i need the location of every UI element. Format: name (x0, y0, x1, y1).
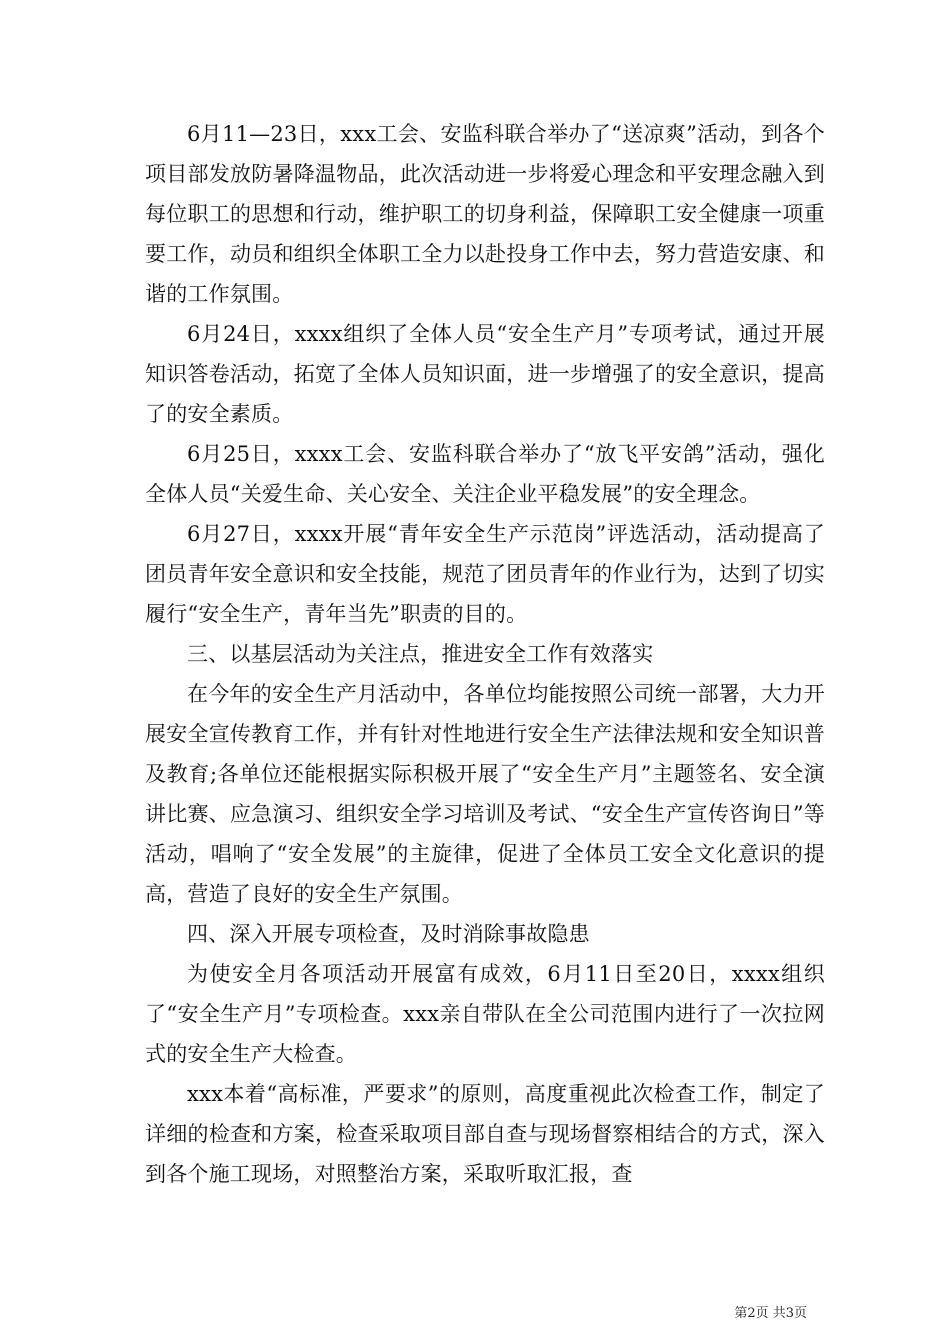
paragraph-exam: 6月24日，xxxx组织了全体人员“安全生产月”专项考试，通过开展知识答卷活动，拓宽了全体人员知识面，进一步增强了的安全意识，提高了的安全素质。 (145, 322, 825, 426)
document-body (145, 114, 825, 1194)
paragraph-special-inspection: 为使安全月各项活动开展富有成效，6月11日至20日，xxxx组织了“安全生产月”专项检查。xxx亲自带队在全公司范围内进行了一次拉网式的安全生产大检查。 (145, 962, 825, 1066)
paragraph-inspection-principle: xxx本着“高标准，严要求”的原则，高度重视此次检查工作，制定了详细的检查和方案，检查采取项目部自查与现场督察相结合的方式，深入到各个施工现场，对照整治方案，采取听取汇报，查 (145, 1082, 825, 1186)
section-heading-3: 三、以基层活动为关注点，推进安全工作有效落实 (187, 642, 654, 666)
paragraph-songliangshuang: 6月11—23日，xxx工会、安监科联合举办了“送凉爽”活动，到各个项目部发放防暑降温物品，此次活动进一步将爱心理念和平安理念融入到每位职工的思想和行动，维护职工的切身利益，保障职工安全健康一项重要工作，动员和组织全体职工全力以赴投身工作中去，努力营造安康、和谐的工作氛围。 (145, 122, 825, 306)
page-number: 第2页 共3页 (734, 1306, 807, 1321)
paragraph-grassroots-activities: 在今年的安全生产月活动中，各单位均能按照公司统一部署，大力开展安全宣传教育工作，并有针对性地进行安全生产法律法规和安全知识普及教育;各单位还能根据实际积极开展了“安全生产月”主题签名、安全演讲比赛、应急演习、组织安全学习培训及考试、“安全生产宣传咨询日”等活动，唱响了“安全发展”的主旋律，促进了全体员工安全文化意识的提高，营造了良好的安全生产氛围。 (145, 682, 825, 906)
paragraph-peace-dove: 6月25日，xxxx工会、安监科联合举办了“放飞平安鸽”活动，强化全体人员“关爱生命、关心安全、关注企业平稳发展”的安全理念。 (145, 442, 825, 506)
section-heading-4: 四、深入开展专项检查，及时消除事故隐患 (187, 922, 590, 946)
paragraph-youth-post: 6月27日，xxxx开展“青年安全生产示范岗”评选活动，活动提高了团员青年安全意识和安全技能，规范了团员青年的作业行为，达到了切实履行“安全生产，青年当先”职责的目的。 (145, 522, 825, 626)
